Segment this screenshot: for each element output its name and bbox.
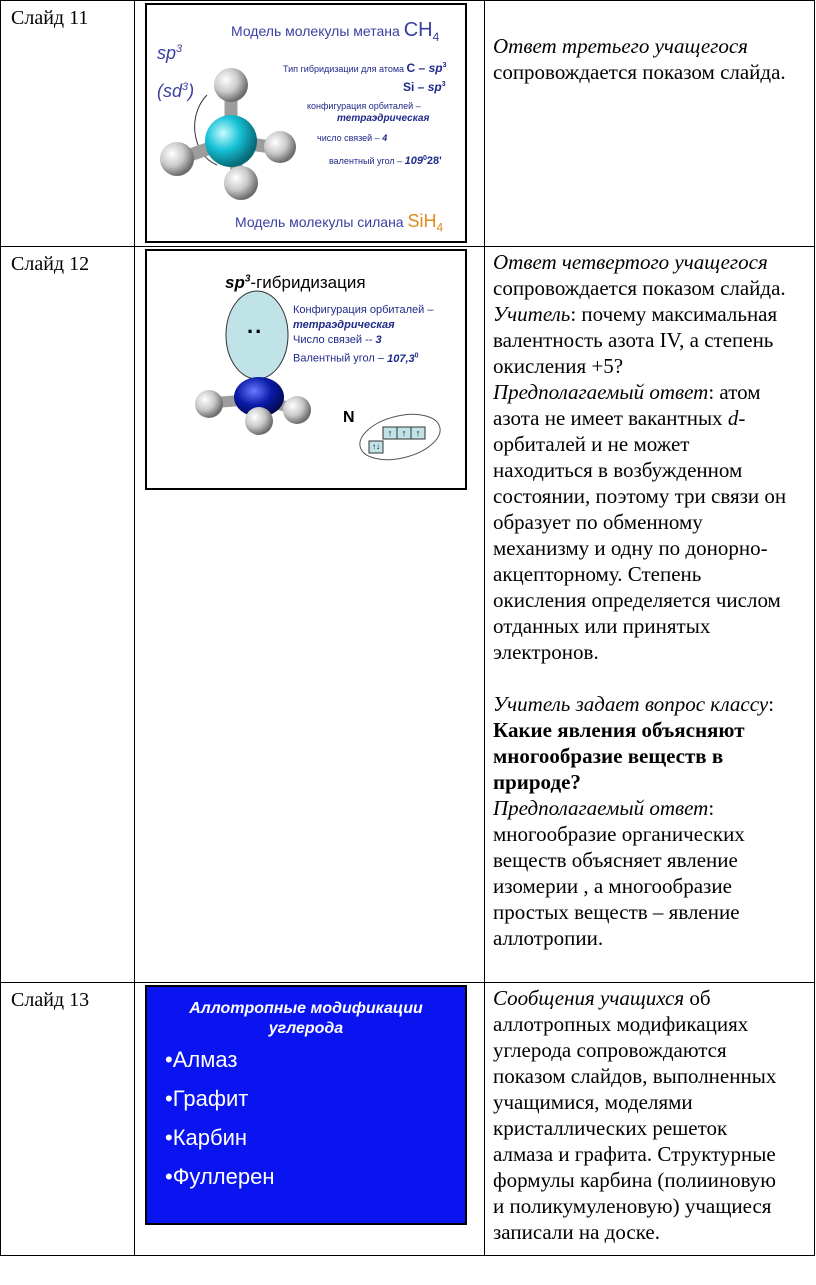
silane-title: Модель молекулы силана SiH$_4$ <box>235 211 444 235</box>
answer-text: Ответ третьего учащегося сопровождается показом слайда. <box>493 34 786 84</box>
list-item: •Алмаз <box>165 1047 238 1072</box>
text-cell <box>485 247 815 983</box>
slide-image-cell <box>135 247 485 983</box>
lone-pair: .. <box>247 313 264 338</box>
answer-text: Ответ четвертого учащегося сопровождается показом слайда. Учитель: почему максимальная валентность азота IV, а степень окисления +5? Предполагаемый ответ: атом азота не имеет вакантных d- орбиталей и не может находиться в возбужденном состоянии, поэтому три связи он образует по обменному механизму и одну по донорно- акцепторному. Степень окисления определяется числом отданных или принятых электронов. Учитель задает вопрос классу: Какие явления объясняют многообразие веществ в природе? Предполагаемый ответ: многообразие органических веществ объясняет явление изомерии , а многообразие простых веществ – явление аллотропии. <box>493 250 787 950</box>
table-row <box>1 1 815 247</box>
nitrogen-symbol: N <box>343 409 355 426</box>
orbital-config: конфигурация орбиталей – <box>307 101 421 111</box>
table-row <box>1 983 815 1256</box>
slide-12-props: Конфигурация орбиталей – тетраэдрическая Число связей -- 3 Валентный угол – 107,3$^0$ <box>293 304 434 365</box>
slide-label-cell <box>1 983 135 1256</box>
slide-13-heading: Аллотропные модификации углерода <box>189 1000 423 1037</box>
list-item: •Карбин <box>165 1125 248 1150</box>
slide-label: Слайд 12 <box>11 253 90 275</box>
slide-label-cell <box>1 1 135 247</box>
answer-text: Сообщения учащихся об аллотропных модификациях углерода сопровождаются показом слайдов, выполненных учащимися, моделями кристаллических решеток алмаза и графита. Структурные формулы карбина (полииновую и поликумуленовую) учащиеся записали на доске. <box>493 986 777 1244</box>
slide-label: Слайд 13 <box>11 989 90 1011</box>
text-cell <box>485 1 815 247</box>
table-row <box>1 247 815 983</box>
list-item: •Фуллерен <box>165 1164 275 1189</box>
methane-title: Модель молекулы метана $CH_4$ <box>231 19 440 44</box>
slide-image-cell <box>135 983 485 1256</box>
slide-label-cell <box>1 247 135 983</box>
bond-count: число связей – 4 <box>317 133 388 143</box>
slide-11 <box>145 3 467 243</box>
list-item: •Графит <box>165 1086 249 1111</box>
orbital-cells-top: ↑ ↑ ↑ <box>387 428 421 438</box>
valence-angle: валентный угол – $109^028'$ <box>329 155 442 167</box>
orbital-cell-pair: ↑↓ <box>372 442 380 451</box>
slide-12 <box>145 249 467 490</box>
hybrid-type: Тип гибридизации для атома C – $sp^3$ <box>283 61 447 75</box>
sd3-label: $(sd^3)$ <box>157 81 195 101</box>
text-cell <box>485 983 815 1256</box>
slide-image-cell <box>135 1 485 247</box>
slide-label: Слайд 11 <box>11 7 89 29</box>
slide-12-title: $sp^3$-гибридизация <box>225 273 366 292</box>
slide-13 <box>145 985 467 1225</box>
tetrahedral-label: тетраэдрическая <box>337 113 430 124</box>
sp3-label: $sp^3$ <box>157 43 183 63</box>
silicon-hybrid: Si – $sp^3$ <box>403 80 446 94</box>
